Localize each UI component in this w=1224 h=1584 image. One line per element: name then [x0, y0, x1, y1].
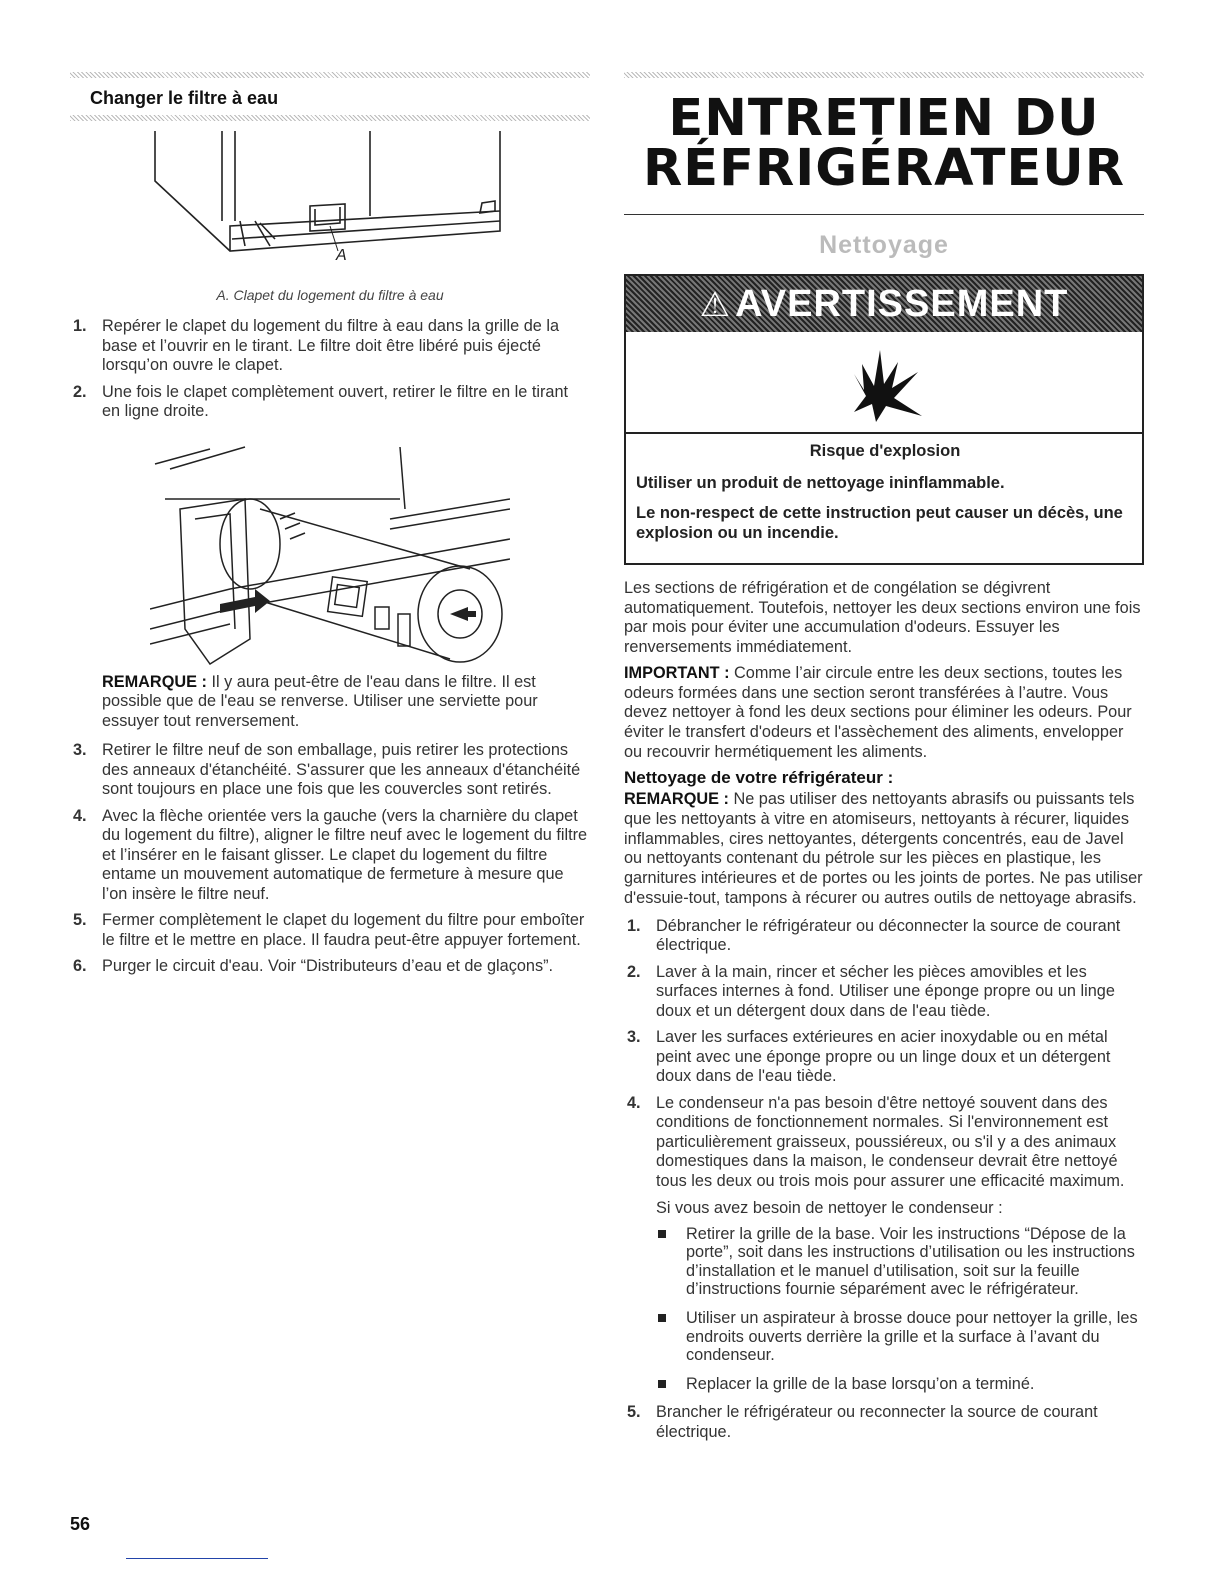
figure-filter-door [70, 121, 590, 281]
explosion-icon-area [626, 332, 1142, 434]
cleaning-steps [624, 917, 1144, 1443]
list-item: 2. Une fois le clapet complètement ouvert, retirer le filtre en le tirant en ligne droite. [73, 382, 569, 420]
left-column [70, 0, 590, 984]
page-number: 56 [70, 1514, 91, 1534]
note-water: REMARQUE : Il y aura peut-être de l'eau dans le filtre. Il est possible que de l'eau se renverse. Utiliser une serviette pour essuyer tout renversement. [102, 672, 538, 730]
condenser-bullets [656, 1225, 1144, 1394]
figure-label-a: A [336, 247, 347, 264]
bullet-item: Utiliser un aspirateur à brosse douce pour nettoyer la grille, les endroits ouverts derrière la grille et la surface à l’avant du condenseur. [656, 1309, 1144, 1365]
warning-risk: Risque d'explosion [809, 442, 961, 460]
figure-filter-removal [150, 429, 590, 665]
list-item: 1. Repérer le clapet du logement du filtre à eau dans la grille de la base et l’ouvrir en le tirant. Le filtre doit être libéré puis éjecté lorsqu’on ouvre le clapet. [73, 317, 560, 374]
warning-triangle-icon: ⚠ [699, 286, 732, 324]
list-item: 5. Brancher le réfrigérateur ou reconnecter la source de courant électrique. [627, 1403, 1098, 1441]
explosion-icon [626, 332, 1146, 432]
list-item: 4. Avec la flèche orientée vers la gauche (vers la charnière du clapet du logement du filtre), aligner le filtre neuf avec le logement du filtre et l’insérer en le faisant glisser. Le clapet du logement du filtre entame un mouvement automatique de fermeture à mesure que l’on insère le filtre neuf. [73, 806, 588, 903]
warning-header: ⚠ AVERTISSEMENT [626, 276, 1142, 332]
remarque-paragraph: REMARQUE : Ne pas utiliser des nettoyants abrasifs ou puissants tels que les nettoyants à vitre en atomiseurs, nettoyants à récurer, liquides inflammables, cires nettoyantes, détergents concentrés, eau de Javel ou nettoyants contenant du pétrole sur les pièces en plastique, les garnitures intérieures et de portes ou les joints de portes. Ne pas utiliser d'essuie-tout, tampons à récurer ou autres outils de nettoyage abrasifs. [624, 790, 1143, 907]
list-item: 3. Laver les surfaces extérieures en acier inoxydable ou en métal peint avec une éponge propre ou un linge doux et un détergent doux dans de l'eau tiède. [627, 1028, 1111, 1086]
warning-line-2: Le non-respect de cette instruction peut causer un décès, une explosion ou un incendie. [636, 504, 1123, 542]
important-paragraph: IMPORTANT : Comme l’air circule entre les deux sections, toutes les odeurs formées dans une section seront transférées à l’autre. Vous devez nettoyer à fond les deux sections pour éliminer les odeurs. Pour éviter le transfert d'odeurs et l'assèchement des aliments, envelopper ou recouvrir hermétiquement les aliments. [624, 663, 1132, 761]
list-item: 3. Retirer le filtre neuf de son emballage, puis retirer les protections des anneaux d'étanchéité. S'assurer que les anneaux d'étanchéité sont toujours en place une fois que les couvercles sont retirés. [73, 741, 581, 798]
right-column [624, 0, 1144, 1449]
list-item: 4. Le condenseur n'a pas besoin d'être nettoyé souvent dans des conditions de fonctionnement normales. Si l'environnement est particulièrement graisseux, poussiéreux, ou s'il y a des animaux domestiques dans la maison, le condenseur devrait être nettoyé tous les deux ou trois mois pour assurer une efficacité maximum. Si vous avez besoin de nettoyer le condenseur : Retirer la grille de la base. Voir les instructions “Dépose de la porte”, soit dans les instructions d’utilisation ou les instructions d’installation et le manuel d’utilisation, soit sur la feuille d’instructions fournie séparément avec le réfrigérateur. Utiliser un aspirateur à brosse douce pour nettoyer la grille, les endroits ouverts derrière la grille et la surface à l’avant du condenseur. Replacer la grille de la base lorsqu’on a terminé. [624, 1094, 1144, 1394]
warning-box [624, 274, 1144, 565]
list-item: 6. Purger le circuit d'eau. Voir “Distributeurs d’eau et de glaçons”. [73, 957, 554, 975]
title-rule-bottom [624, 214, 1144, 215]
filter-removal-drawing [150, 429, 510, 665]
warning-body [626, 434, 1142, 563]
list-item: 5. Fermer complètement le clapet du logement du filtre pour emboîter le filtre et le mettre en place. Il faudra peut-être appuyer fortement. [73, 911, 585, 949]
figure-caption: A. Clapet du logement du filtre à eau [216, 287, 444, 303]
footer-line [126, 1558, 268, 1559]
steps-list-a [70, 317, 590, 422]
list-item: 1. Débrancher le réfrigérateur ou déconnecter la source de courant électrique. [627, 916, 1121, 955]
title-rule-top [624, 72, 1144, 78]
list-item: 2. Laver à la main, rincer et sécher les pièces amovibles et les surfaces internes à fond. Utiliser une éponge propre ou un linge doux et un détergent doux dans de l'eau tiède. [627, 962, 1115, 1020]
bullet-item: Retirer la grille de la base. Voir les instructions “Dépose de la porte”, soit dans les instructions d’utilisation ou les instructions d’installation et le manuel d’utilisation, soit sur la feuille d’instructions fournie séparément avec le réfrigérateur. [656, 1225, 1144, 1299]
steps-list-b [70, 741, 590, 977]
cleaning-subheading: Nettoyage de votre réfrigérateur : [624, 768, 894, 788]
page-title: ENTRETIEN DU RÉFRIGÉRATEUR [643, 89, 1125, 198]
section-subtitle: Nettoyage [819, 231, 949, 259]
intro-paragraph: Les sections de réfrigération et de congélation se dégivrent automatiquement. Toutefois, nettoyer les deux sections environ une fois par mois pour éviter une accumulation d'odeurs. Essuyer les renversements immédiatement. [624, 579, 1141, 657]
warning-line-1: Utiliser un produit de nettoyage ininflammable. [636, 474, 1005, 492]
section-title: Changer le filtre à eau [90, 88, 279, 108]
condenser-intro: Si vous avez besoin de nettoyer le condenseur : [656, 1199, 1003, 1218]
filter-door-drawing [70, 121, 590, 281]
bullet-item: Replacer la grille de la base lorsqu’on a terminé. [656, 1375, 1144, 1394]
